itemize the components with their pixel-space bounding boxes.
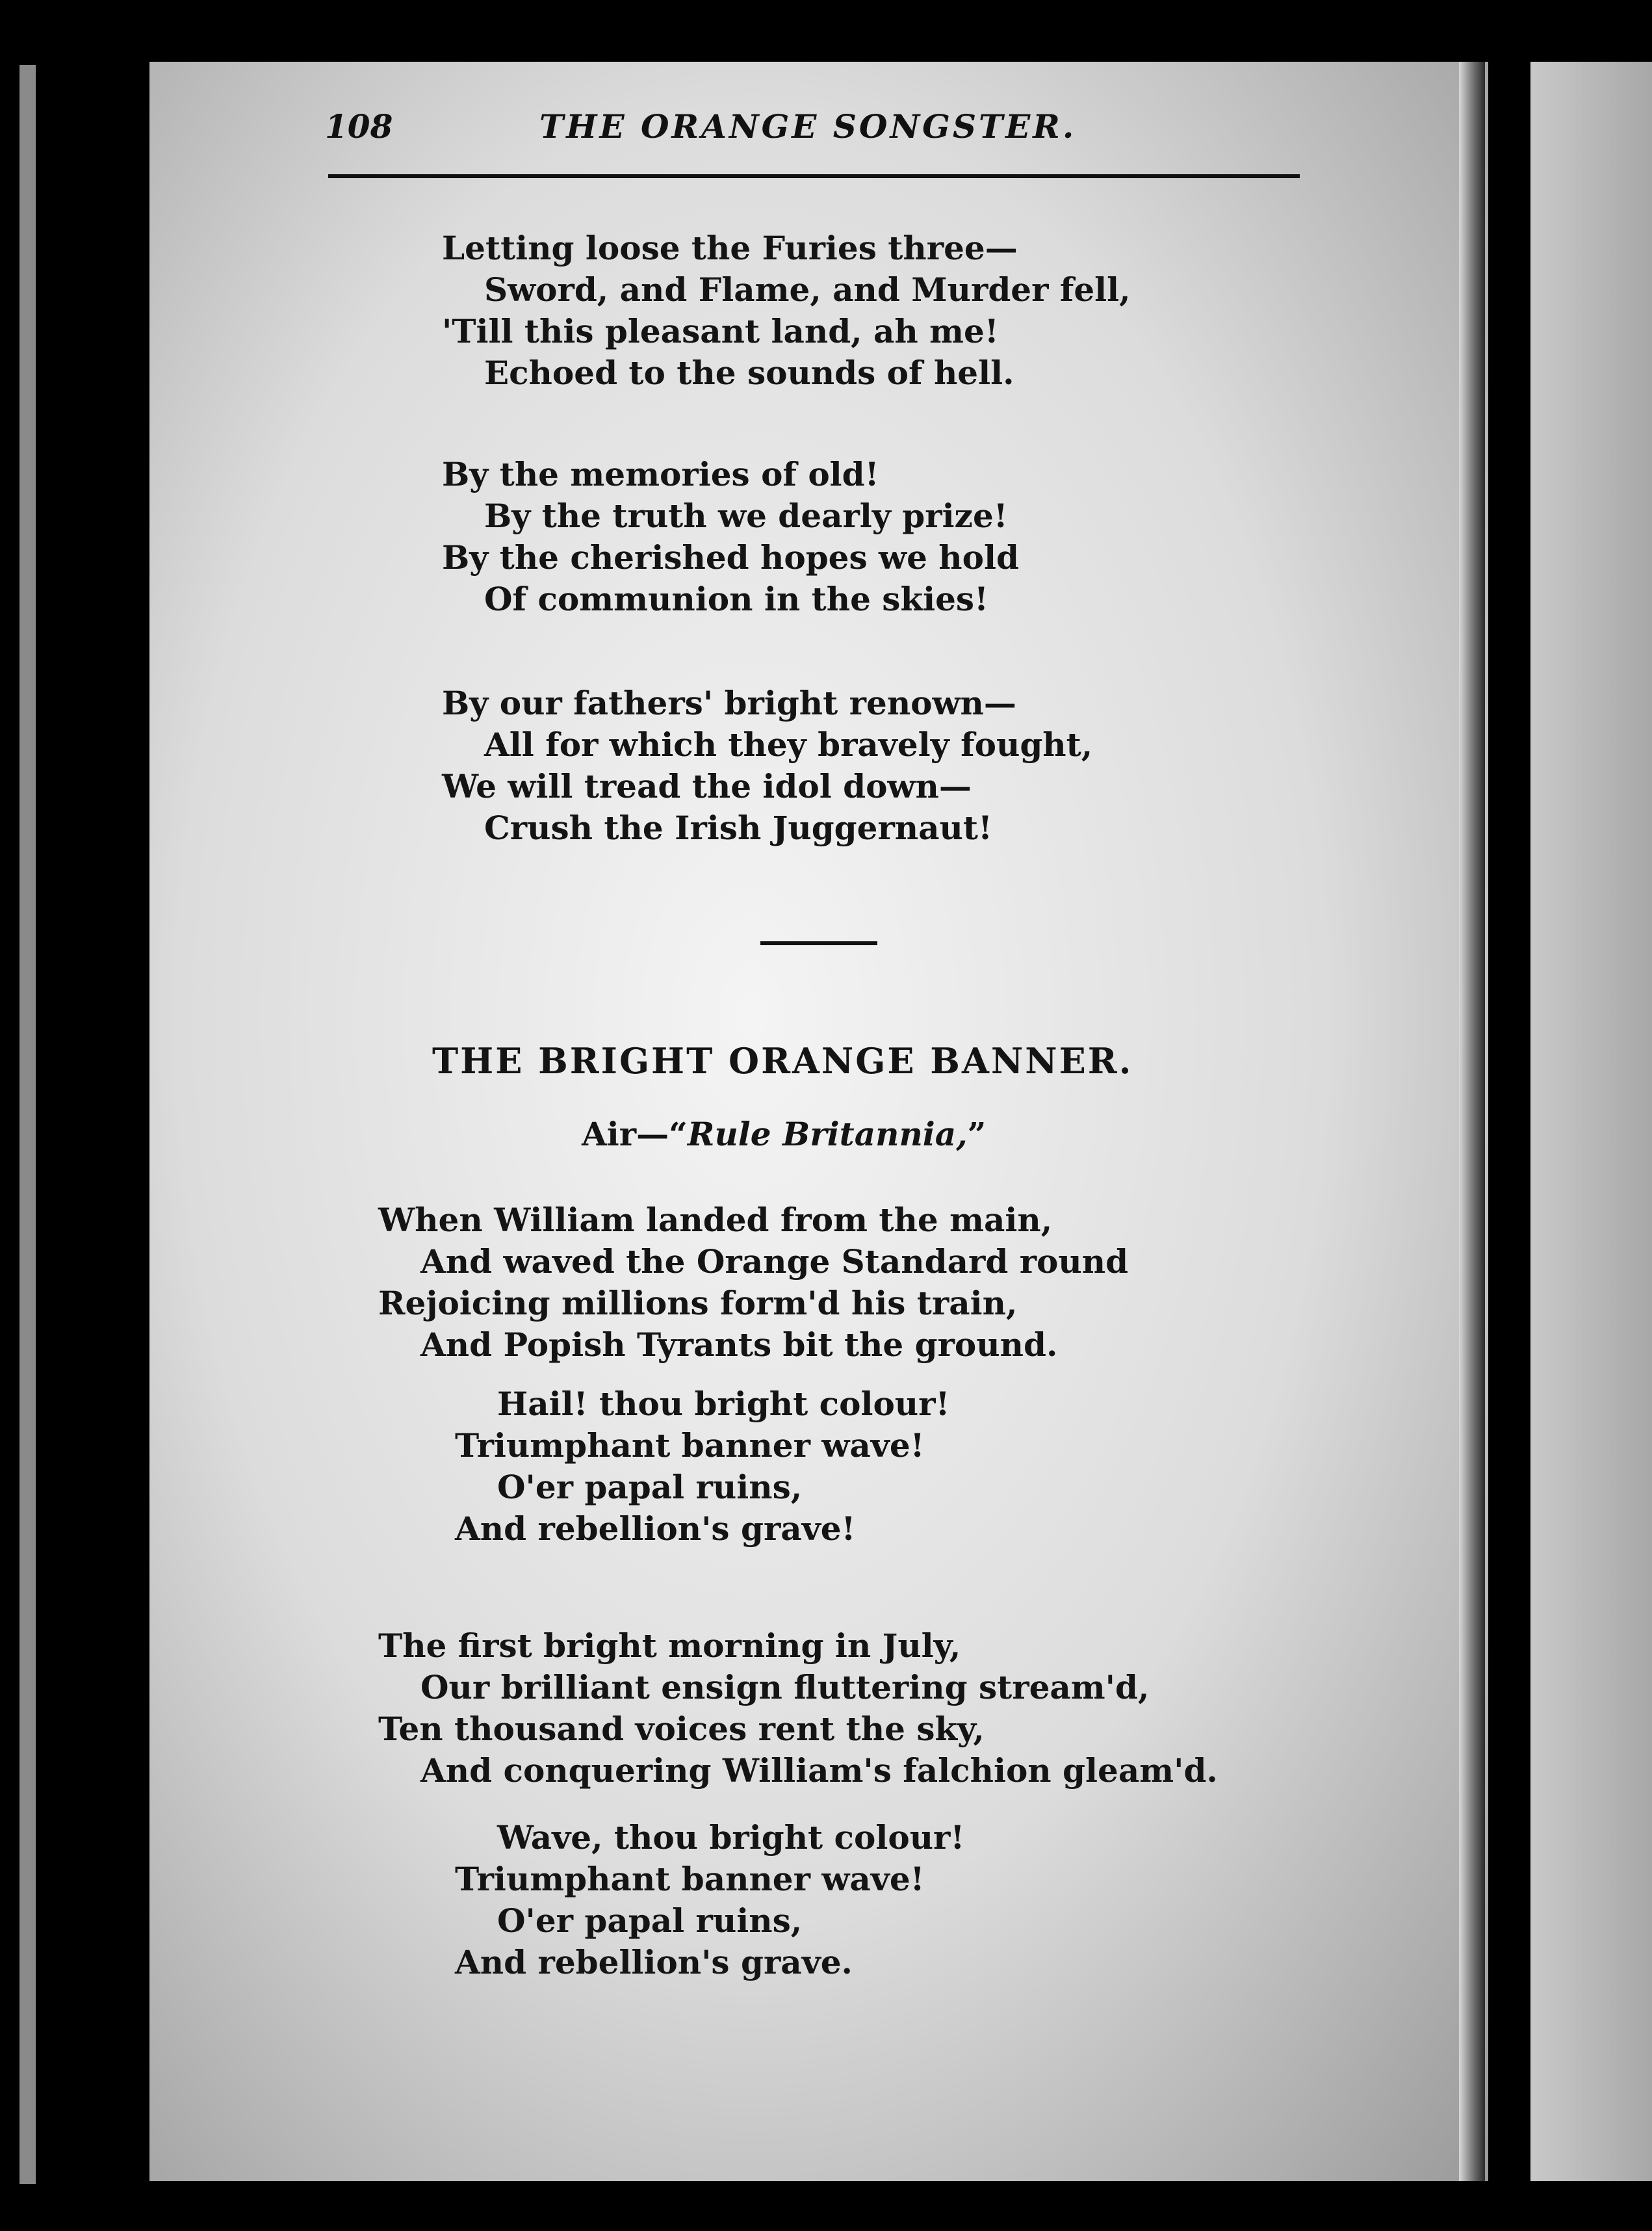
header-rule [328, 174, 1300, 178]
verse-line: Echoed to the sounds of hell. [484, 354, 1014, 392]
chorus-2 [455, 1817, 964, 1983]
song-title: THE BRIGHT ORANGE BANNER. [432, 1040, 1133, 1082]
verse-line: When William landed from the main, [378, 1201, 1053, 1239]
verse-line: Our brilliant ensign fluttering stream'd, [420, 1668, 1150, 1706]
air-tune: Rule Britannia, [687, 1115, 968, 1153]
chorus-line: Triumphant banner wave! [455, 1860, 925, 1898]
air-suffix: ” [967, 1115, 987, 1153]
verse-line: And Popish Tyrants bit the ground. [420, 1325, 1058, 1364]
chorus-line: And rebellion's grave! [455, 1509, 856, 1548]
left-page-edge [19, 65, 36, 2184]
verse-line: By the cherished hopes we hold [442, 538, 1019, 577]
verse-line: 'Till this pleasant land, ah me! [442, 312, 999, 350]
chorus-line: O'er papal ruins, [497, 1901, 803, 1940]
verse-1 [378, 1199, 1128, 1366]
stanza-2 [442, 454, 1019, 620]
verse-line: By the memories of old! [442, 455, 879, 493]
chorus-line: Wave, thou bright colour! [497, 1818, 965, 1857]
facing-page-edge [1530, 62, 1652, 2181]
verse-line: And waved the Orange Standard round [420, 1242, 1129, 1281]
verse-line: Sword, and Flame, and Murder fell, [484, 270, 1131, 309]
chorus-line: Triumphant banner wave! [455, 1426, 925, 1465]
verse-line: We will tread the idol down— [442, 767, 972, 805]
verse-line: By our fathers' bright renown— [442, 684, 1016, 722]
stanza-3 [442, 683, 1092, 849]
section-divider [760, 941, 877, 945]
verse-2 [378, 1625, 1218, 1792]
verse-line: All for which they bravely fought, [484, 725, 1093, 764]
running-title: THE ORANGE SONGSTER. [539, 107, 1077, 146]
verse-line: Ten thousand voices rent the sky, [378, 1710, 985, 1748]
air-line [582, 1115, 986, 1153]
verse-line: Crush the Irish Juggernaut! [484, 809, 992, 847]
verse-line: Rejoicing millions form'd his train, [378, 1284, 1018, 1322]
air-prefix: Air—“ [582, 1115, 688, 1153]
chorus-line: And rebellion's grave. [455, 1943, 853, 1981]
verse-line: Letting loose the Furies three— [442, 229, 1018, 267]
page-number: 108 [325, 107, 393, 146]
chorus-1 [455, 1383, 949, 1550]
verse-line: The first bright morning in July, [378, 1626, 961, 1665]
chorus-line: O'er papal ruins, [497, 1468, 803, 1506]
page-gutter [1459, 62, 1485, 2181]
verse-line: And conquering William's falchion gleam'd. [420, 1751, 1218, 1790]
verse-line: By the truth we dearly prize! [484, 497, 1008, 535]
verse-line: Of communion in the skies! [484, 580, 989, 618]
chorus-line: Hail! thou bright colour! [497, 1385, 950, 1423]
stanza-1 [442, 228, 1131, 394]
running-header [325, 107, 1300, 146]
